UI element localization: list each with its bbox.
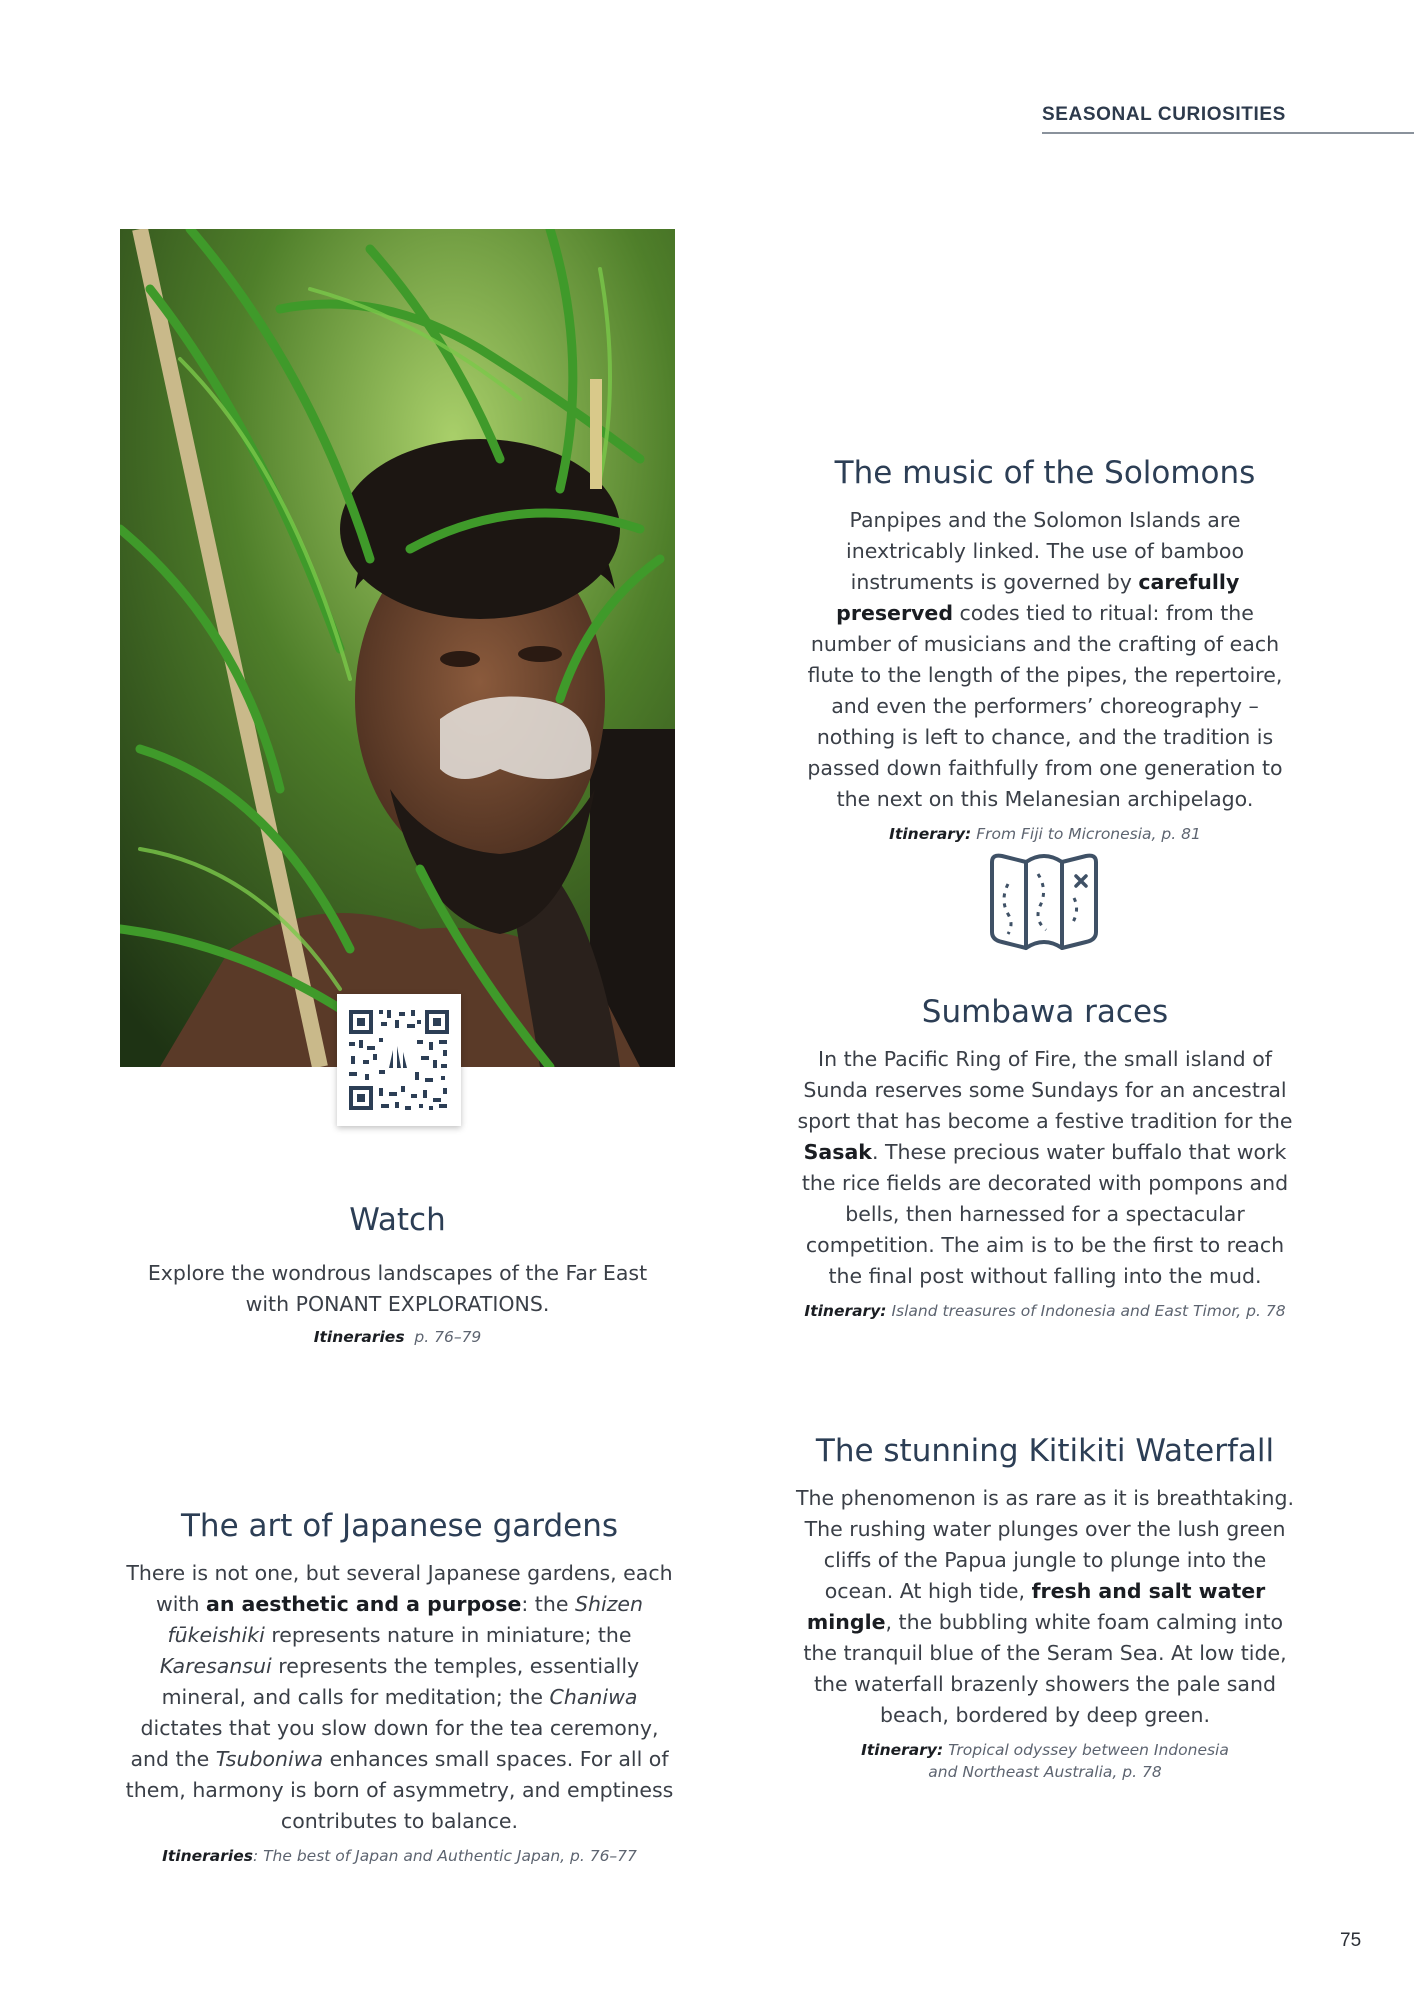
japan-title: The art of Japanese gardens [180,1508,619,1544]
japan-body-bold: an aesthetic and a purpose [205,1592,522,1616]
page-number: 75 [1340,1930,1362,1951]
japan-body-text: There is not one, but several Japanese gardens, each with [126,1561,673,1616]
solomons-body-text-2: codes tied to ritual: from the number of musicians and the crafting of each flute to the length of the pipes, the repertoire, and even the performers’ choreography – nothing is left to chance, and the tradition is passed down faithfully from one generation to the next on this Melanesian archipelago. [807,601,1283,811]
solomons-body [795,505,1295,815]
sumbawa-itinerary [795,1300,1295,1322]
solomons-block [795,455,1295,845]
japan-body [122,1558,677,1837]
sumbawa-body [795,1044,1295,1292]
watch-body-line-1: Explore the wondrous landscapes of the Far East [147,1261,648,1285]
sumbawa-itinerary-text: Island treasures of Indonesia and East Timor, p. 78 [891,1302,1286,1320]
kitikiti-title: The stunning Kitikiti Waterfall [815,1433,1275,1469]
kitikiti-body [795,1483,1295,1731]
kitikiti-body-text-2: , the bubbling white foam calming into the tranquil blue of the Seram Sea. At low tide, the waterfall brazenly showers the pale sand beach, bordered by deep green. [803,1610,1287,1727]
watch-itinerary [130,1326,665,1348]
sumbawa-body-text: In the Pacific Ring of Fire, the small island of Sunda reserves some Sundays for an ancestral sport that has become a festive tradition for the [797,1047,1293,1133]
japan-term-tsuboniwa: Tsuboniwa [215,1747,324,1771]
kitikiti-itinerary-text-2: and Northeast Australia, p. 78 [928,1763,1162,1781]
japan-itinerary [122,1845,677,1867]
solomons-itinerary-text: From Fiji to Micronesia, p. 81 [976,825,1201,843]
watch-body [130,1258,665,1320]
sumbawa-itinerary-label: Itinerary: [804,1302,887,1320]
watch-title: Watch [349,1202,446,1238]
solomons-itinerary-label: Itinerary: [889,825,972,843]
kitikiti-block [795,1433,1295,1783]
japan-term-karesansui: Karesansui [159,1654,272,1678]
sumbawa-title: Sumbawa races [921,994,1169,1030]
solomons-itinerary [795,823,1295,845]
japan-term-chaniwa: Chaniwa [549,1685,638,1709]
solomons-body-bold: carefully preserved [836,570,1240,625]
kitikiti-body-text: The phenomenon is as rare as it is breathtaking. The rushing water plunges over the lush green cliffs of the Papua jungle to plunge into the ocean. At high tide, [796,1486,1294,1603]
qr-code[interactable] [337,994,461,1126]
kitikiti-itinerary [795,1739,1295,1783]
japan-body-text-6: enhances small spaces. For all of them, harmony is born of asymmetry, and emptiness contributes to balance. [125,1747,674,1833]
solomons-body-text: Panpipes and the Solomon Islands are inextricably linked. The use of bamboo instruments is governed by [846,508,1244,594]
section-label: SEASONAL CURIOSITIES [1042,104,1286,125]
portrait-photo [120,229,675,1067]
header-rule [1042,132,1414,134]
sumbawa-body-bold: Sasak [803,1140,872,1164]
kitikiti-body-bold: fresh and salt water mingle [806,1579,1266,1634]
watch-body-line-2: with PONANT EXPLORATIONS. [245,1292,550,1316]
watch-block [130,1202,665,1348]
japan-body-text-4: represents the temples, essentially mineral, and calls for meditation; the [161,1654,640,1709]
sumbawa-body-text-2: . These precious water buffalo that work the rice fields are decorated with pompons and bells, then harnessed for a spectacular competition. The aim is to be the first to reach the final post without falling into the mud. [801,1140,1289,1288]
japan-body-text-3: represents nature in miniature; the [264,1623,632,1647]
japan-block [122,1508,677,1867]
kitikiti-itinerary-label: Itinerary: [861,1741,944,1759]
japan-itinerary-text: : The best of Japan and Authentic Japan, p. 76–77 [252,1847,637,1865]
sumbawa-block [795,994,1295,1322]
japan-itinerary-label: Itineraries [162,1847,253,1865]
solomons-title: The music of the Solomons [834,455,1256,491]
japan-term-shizen: Shizen fūkeishiki [167,1592,644,1647]
folded-map-icon [988,848,1100,954]
japan-body-text-2: : the [521,1592,575,1616]
watch-itinerary-text: p. 76–79 [414,1328,482,1346]
watch-itinerary-label: Itineraries [313,1328,405,1346]
japan-body-text-5: dictates that you slow down for the tea ceremony, and the [130,1716,659,1771]
kitikiti-itinerary-text-1: Tropical odyssey between Indonesia [948,1741,1229,1759]
